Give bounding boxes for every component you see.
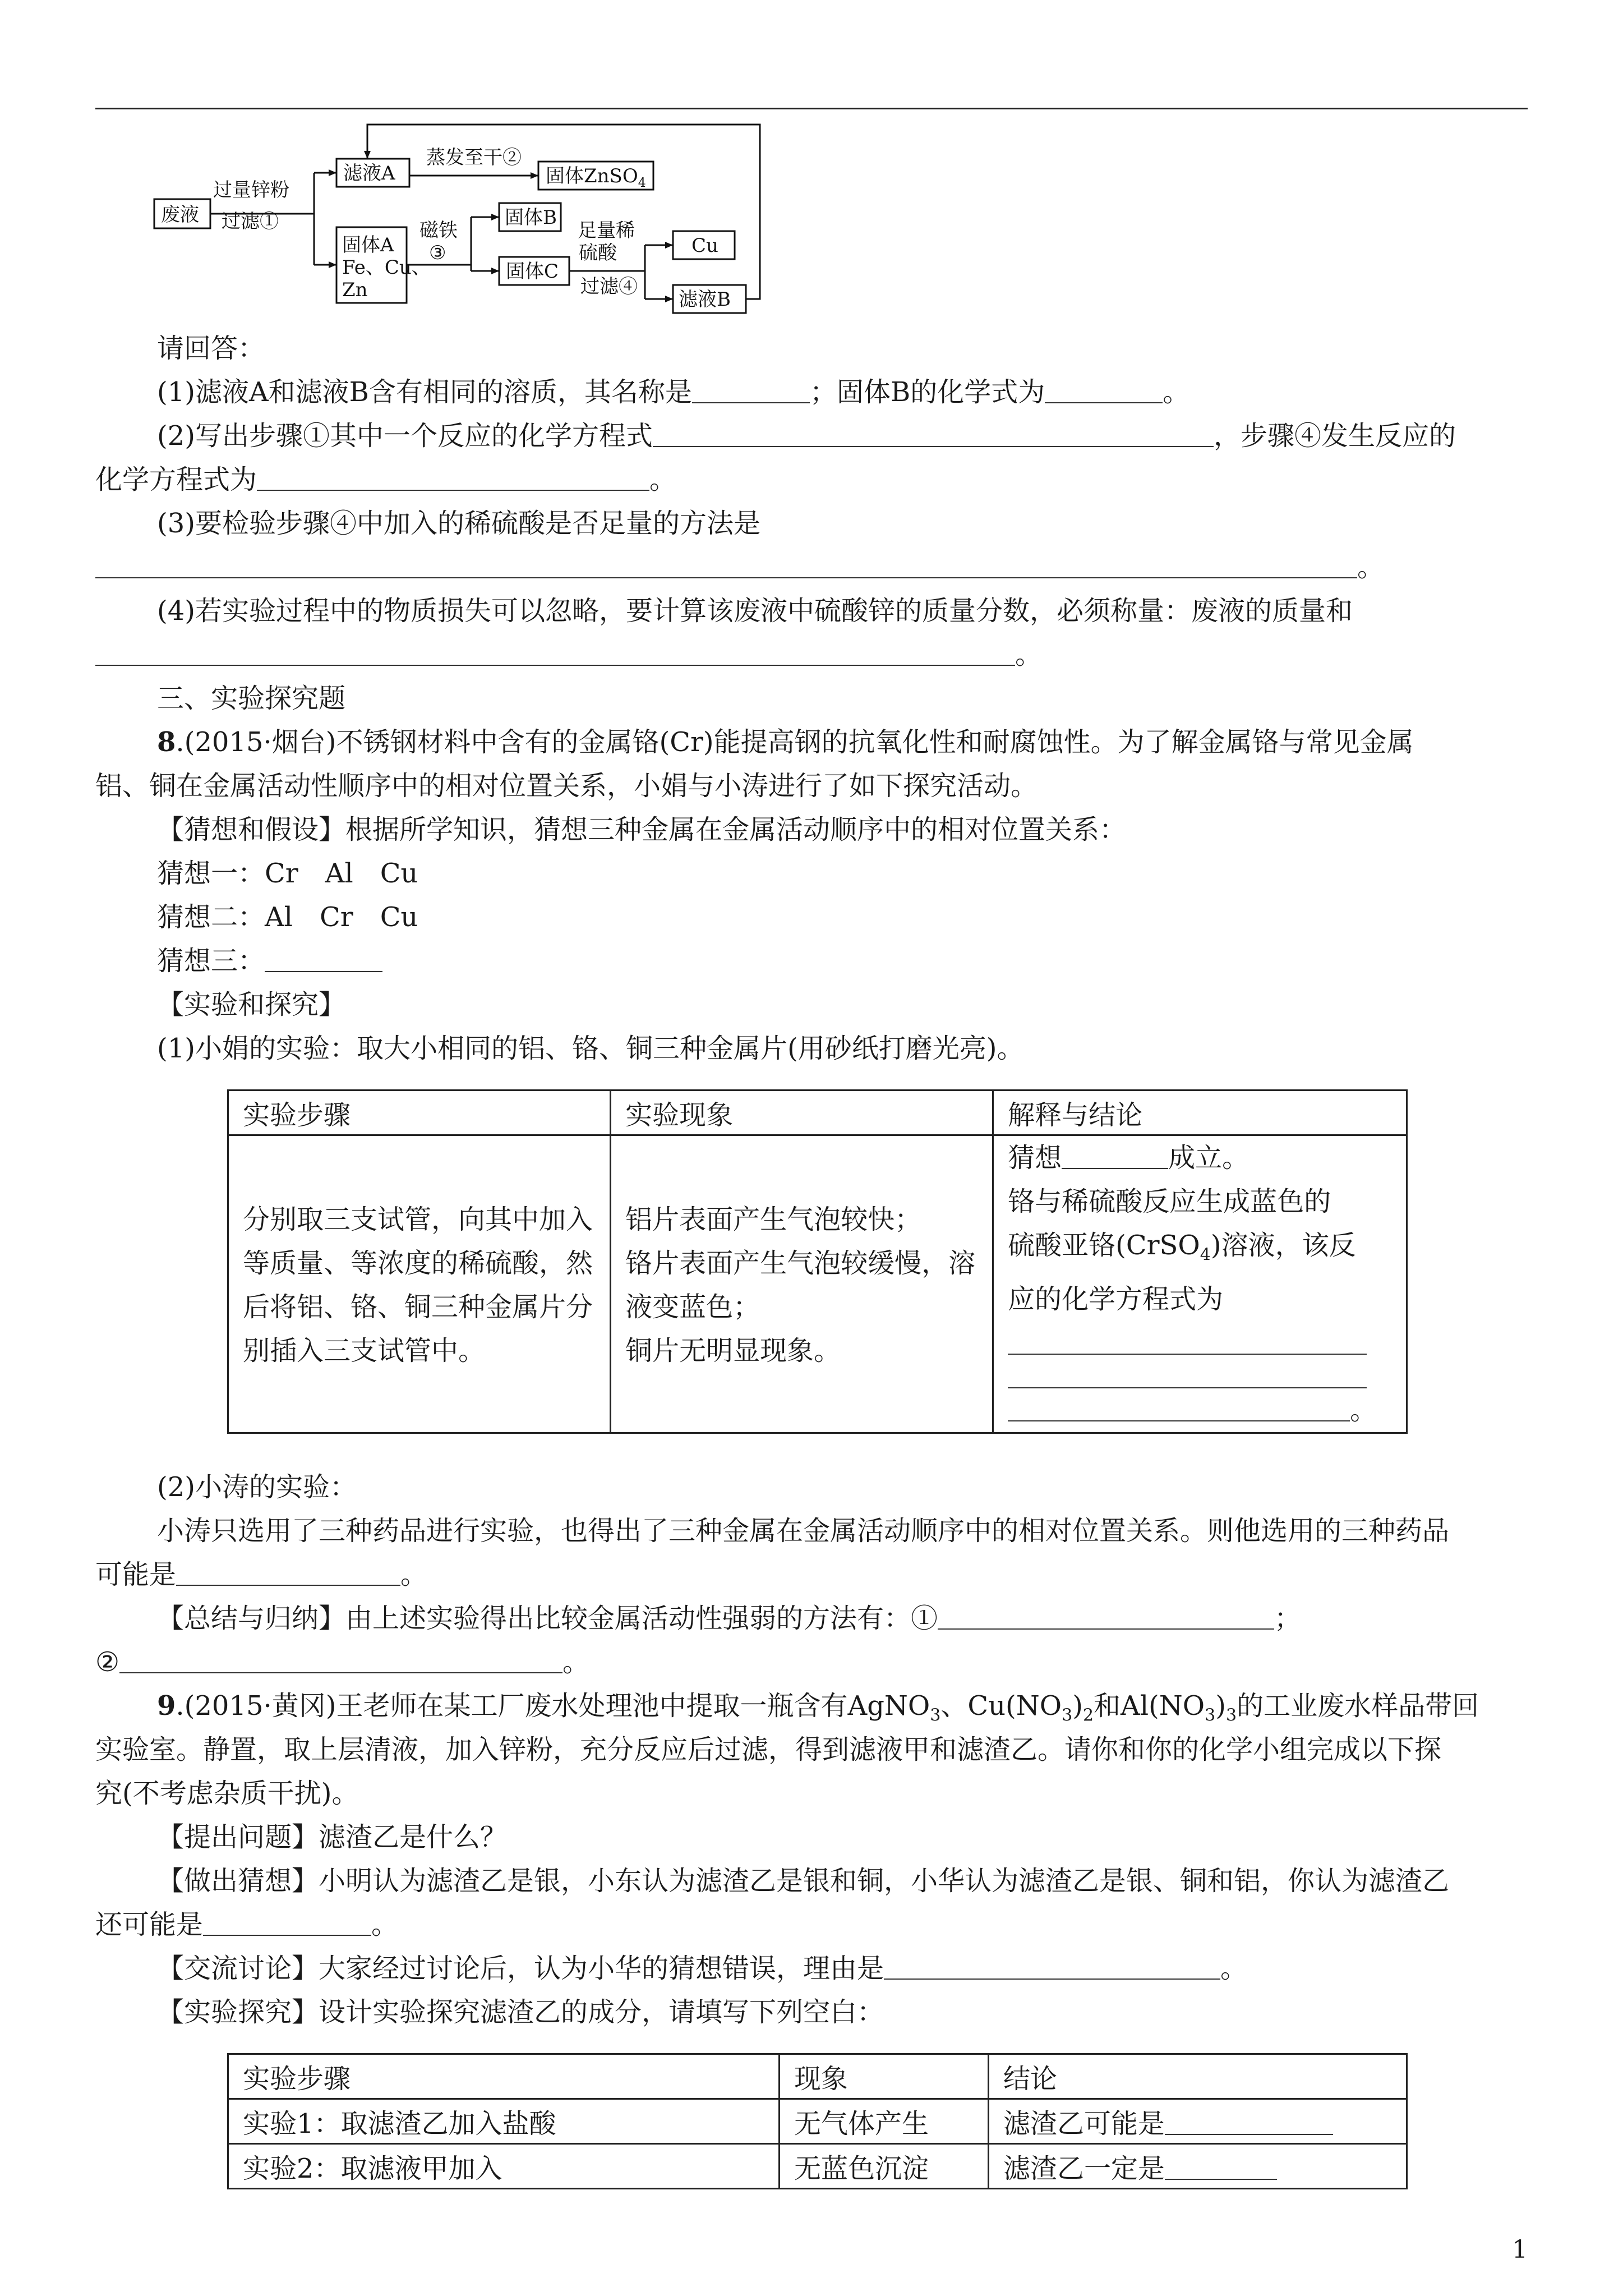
answer-blank[interactable]: [502, 2154, 660, 2180]
node-solid-a: 固体A: [342, 234, 394, 256]
answer-blank[interactable]: [692, 373, 810, 403]
answer-blank[interactable]: [1165, 2153, 1277, 2180]
node-waste-liquid: 废液: [161, 204, 199, 226]
table-cell-steps: 分别取三支试管，向其中加入 等质量、等浓度的稀硫酸，然 后将铝、铬、铜三种金属片分 别插入三支试管中。: [228, 1135, 611, 1433]
q7-part3: (3)要检验步骤④中加入的稀硫酸是否足量的方法是: [157, 508, 760, 539]
node-cu: Cu: [691, 234, 718, 257]
q7-part1: (1)滤液A和滤液B含有相同的溶质，其名称是 ；固体B的化学式为 。: [95, 370, 1189, 414]
answer-blank[interactable]: [1062, 1141, 1168, 1169]
q8-line1: 8.(2015·烟台)不锈钢材料中含有的金属铬(Cr)能提高钢的抗氧化性和耐腐蚀性。为了解金属铬与常见金属: [157, 726, 1414, 758]
q9-guess-answer: 还可能是 。: [95, 1903, 398, 1947]
q8-step2-text: 小涛只选用了三种药品进行实验，也得出了三种金属在金属活动顺序中的相对位置关系。则他选用的三种药品: [157, 1515, 1450, 1547]
table-header: 现象: [780, 2054, 989, 2099]
table-header: 实验步骤: [228, 1091, 611, 1135]
table-header: 结论: [989, 2054, 1407, 2099]
q9-line3: 究(不考虑杂质干扰)。: [95, 1778, 359, 1809]
q9-explore: 【实验探究】设计实验探究滤渣乙的成分，请填写下列空白：: [157, 1996, 884, 2028]
q9-line2: 实验室。静置，取上层清液，加入锌粉，充分反应后过滤，得到滤液甲和滤渣乙。请你和你的化学小组完成以下探: [95, 1734, 1442, 1765]
q8-guess3: 猜想三：: [95, 939, 382, 983]
node-solid-b: 固体B: [505, 206, 557, 229]
q7-part3-blank: 。: [95, 545, 1384, 589]
answer-blank[interactable]: [1165, 2108, 1333, 2135]
label-magnet: 磁铁: [419, 219, 458, 242]
q8-step2: (2)小涛的实验：: [157, 1471, 357, 1503]
table-row: 实验2：取滤液甲加入 无蓝色沉淀 滤渣乙一定是: [228, 2144, 1407, 2189]
q8-step1: (1)小娟的实验：取大小相同的铝、铬、铜三种金属片(用砂纸打磨光亮)。: [157, 1033, 1024, 1064]
table-cell-phenomena: 铝片表面产生气泡较快； 铬片表面产生气泡较缓慢，溶 液变蓝色； 铜片无明显现象。: [611, 1135, 993, 1433]
answer-blank[interactable]: [1045, 373, 1163, 403]
answer-blank[interactable]: [1008, 1391, 1350, 1421]
page-number: 1: [1512, 2235, 1528, 2264]
q7-part2-cont: 化学方程式为 。: [95, 458, 676, 501]
label-sulfuric: 硫酸: [579, 242, 617, 264]
q7-part2: (2)写出步骤①其中一个反应的化学方程式 ，步骤④发生反应的: [95, 414, 1456, 458]
q7-intro: 请回答：: [157, 333, 265, 364]
answer-blank[interactable]: [95, 636, 1015, 666]
q9-question: 【提出问题】滤渣乙是什么？: [157, 1821, 508, 1853]
q7-part4-blank: 。: [95, 633, 1042, 677]
q8-experiment-heading: 【实验和探究】: [157, 989, 346, 1020]
answer-blank[interactable]: [1008, 1321, 1367, 1355]
q9-line1: 9.(2015·黄冈)王老师在某工厂废水处理池中提取一瓶含有AgNO$_3$、$Cu(NO_3)_2$和$Al(NO_3)_3$的工业废水样品带回: [157, 1690, 1479, 1726]
label-step-3: ③: [429, 242, 446, 264]
table-row: 实验1：取滤渣乙加入盐酸 无气体产生 滤渣乙可能是: [228, 2099, 1407, 2144]
answer-blank[interactable]: [176, 1556, 400, 1586]
node-filtrate-a: 滤液A: [343, 162, 395, 185]
answer-blank[interactable]: [265, 942, 382, 972]
q8-summary-2: ② 。: [95, 1640, 589, 1684]
label-filter-4: 过滤④: [580, 275, 638, 298]
answer-blank[interactable]: [1008, 1355, 1367, 1388]
table-header: 解释与结论: [993, 1091, 1407, 1135]
table-header: 实验现象: [611, 1091, 993, 1135]
node-solid-znso4: 固体ZnSO$_4$: [546, 165, 646, 190]
q9-experiment-table: [227, 2053, 1408, 2189]
label-excess-zinc: 过量锌粉: [213, 179, 289, 201]
label-evaporate: 蒸发至干②: [426, 146, 522, 169]
answer-blank[interactable]: [203, 1906, 371, 1936]
q8-guess2: 猜想二：Al Cr Cu: [157, 901, 418, 933]
q8-results-table: [227, 1089, 1408, 1434]
answer-blank[interactable]: [257, 461, 649, 491]
node-solid-a-content: Fe、Cu、: [342, 256, 431, 279]
node-solid-c: 固体C: [506, 260, 559, 283]
answer-blank[interactable]: [653, 417, 1214, 447]
q9-discussion: 【交流讨论】大家经过讨论后，认为小华的猜想错误，理由是 。: [95, 1947, 1247, 1990]
label-acid: 足量稀: [578, 219, 635, 242]
q8-hypothesis: 【猜想和假设】根据所学知识，猜想三种金属在金属活动顺序中的相对位置关系：: [157, 814, 1127, 845]
q7-part4: (4)若实验过程中的物质损失可以忽略，要计算该废液中硫酸锌的质量分数，必须称量：废液的质量和: [157, 595, 1353, 627]
q9-guess: 【做出猜想】小明认为滤渣乙是银，小东认为滤渣乙是银和铜，小华认为滤渣乙是银、铜和铝，你认为滤渣乙: [157, 1865, 1450, 1897]
table-header: 实验步骤: [228, 2054, 780, 2099]
label-filter-1: 过滤①: [222, 210, 279, 233]
section-heading: 三、实验探究题: [157, 683, 346, 714]
q8-line2: 铝、铜在金属活动性顺序中的相对位置关系，小娟与小涛进行了如下探究活动。: [95, 770, 1038, 802]
q8-guess1: 猜想一：Cr Al Cu: [157, 858, 418, 889]
table-cell-conclusion: 猜想 成立。 铬与稀硫酸反应生成蓝色的 硫酸亚铬(CrSO$_4$)溶液，该反 应的化学方程式为 。: [993, 1135, 1407, 1433]
node-solid-a-zn: Zn: [342, 279, 368, 301]
answer-blank[interactable]: [95, 548, 1357, 578]
node-filtrate-b: 滤液B: [679, 288, 731, 311]
answer-blank[interactable]: [119, 1643, 562, 1673]
q8-step2-answer: 可能是 。: [95, 1553, 427, 1596]
answer-blank[interactable]: [938, 1599, 1274, 1630]
q8-summary: 【总结与归纳】由上述实验得出比较金属活动性强弱的方法有：① ；: [95, 1596, 1301, 1640]
answer-blank[interactable]: [884, 1949, 1220, 1980]
